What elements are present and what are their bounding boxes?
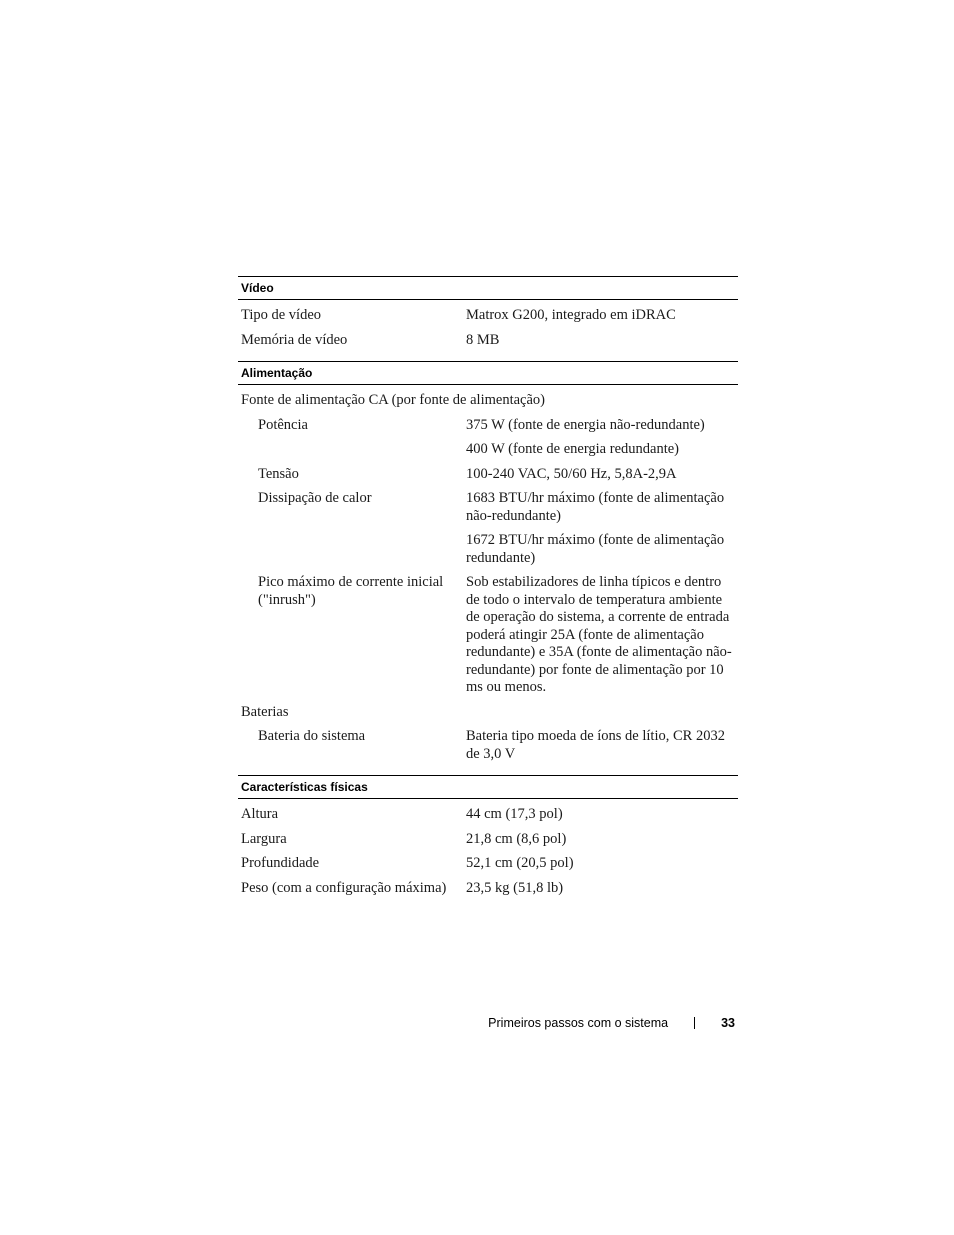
- subhead-batteries: Baterias: [241, 703, 289, 720]
- section-header-video: Vídeo: [238, 276, 738, 300]
- spec-row-inrush: [238, 574, 738, 697]
- spec-value: 1683 BTU/hr máximo (fonte de alimentação não-redundante): [466, 490, 725, 524]
- spec-label: Tensão: [258, 465, 299, 482]
- footer-title: Primeiros passos com o sistema: [488, 1016, 669, 1030]
- section-header-power: Alimentação: [238, 361, 738, 385]
- spec-label: Dissipação de calor: [258, 490, 372, 506]
- spec-row-heat-dissipation: [238, 490, 738, 525]
- spec-value: Sob estabilizadores de linha típicos e dentro de todo o intervalo de temperatura ambiente de operação do sistema, a corrente de entrada poderá atingir 25A (fonte de alimentação redundante) e 35A (fonte de alimentação não-redundante) por fonte de alimentação por 10 ms ou menos.: [466, 574, 732, 695]
- footer-divider: [694, 1017, 695, 1029]
- spec-label: Bateria do sistema: [258, 728, 366, 744]
- spec-value: 8 MB: [466, 331, 500, 348]
- spec-value: 21,8 cm (8,6 pol): [466, 830, 567, 847]
- power-rows: [238, 392, 738, 763]
- video-rows: [238, 307, 738, 349]
- spec-row-weight: [238, 880, 738, 898]
- spec-value: Bateria tipo moeda de íons de lítio, CR 2032 de 3,0 V: [466, 728, 725, 762]
- page-footer: [0, 1016, 735, 1030]
- spec-value: 52,1 cm (20,5 pol): [466, 855, 574, 871]
- subhead-ac-power: Fonte de alimentação CA (por fonte de alimentação): [241, 392, 545, 408]
- spec-value: 100-240 VAC, 50/60 Hz, 5,8A-2,9A: [466, 465, 677, 482]
- spec-value: 23,5 kg (51,8 lb): [466, 879, 564, 896]
- spec-row-width: [238, 831, 738, 849]
- spec-row-system-battery: [238, 728, 738, 763]
- spec-value: 375 W (fonte de energia não-redundante): [466, 416, 705, 433]
- spec-label: Pico máximo de corrente inicial ("inrush"): [258, 574, 444, 608]
- spec-value: 400 W (fonte de energia redundante): [466, 441, 679, 457]
- spec-row-height: [238, 806, 738, 824]
- spec-value: Matrox G200, integrado em iDRAC: [466, 307, 676, 323]
- spec-label: Memória de vídeo: [241, 331, 348, 348]
- spec-label: Tipo de vídeo: [241, 307, 322, 323]
- spec-value: 44 cm (17,3 pol): [466, 806, 563, 822]
- spec-row-depth: [238, 855, 738, 873]
- spec-label: Altura: [241, 806, 279, 822]
- spec-row-video-type: [238, 307, 738, 325]
- spec-row-wattage-2: [238, 441, 738, 459]
- spec-label: Peso (com a configuração máxima): [241, 879, 447, 896]
- spec-label: Potência: [258, 416, 308, 433]
- section-header-physical: Características físicas: [238, 775, 738, 799]
- spec-label: Largura: [241, 830, 287, 847]
- page-number: 33: [721, 1016, 735, 1030]
- spec-table: [238, 276, 738, 897]
- spec-row-wattage: [238, 417, 738, 435]
- spec-value: 1672 BTU/hr máximo (fonte de alimentação redundante): [466, 532, 725, 566]
- spec-label: Profundidade: [241, 855, 320, 871]
- spec-row-video-memory: [238, 332, 738, 350]
- spec-row-voltage: [238, 466, 738, 484]
- spec-row-heat-dissipation-2: [238, 532, 738, 567]
- physical-rows: [238, 806, 738, 897]
